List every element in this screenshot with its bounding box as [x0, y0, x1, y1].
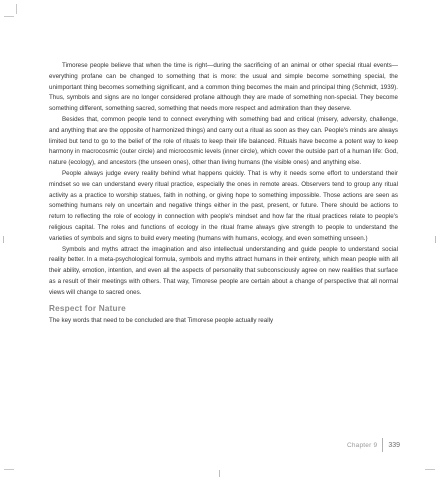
paragraph: Symbols and myths attract the imagination and also intellectual understanding and guide people to understand social reality better. In a meta-psychological formula, symbols and myths attract humans in their entirety, which mean people with all their ability, emotion, intention, and even all the aspects of personality that subconsciously agree on new realities that surface as a result of their meetings with others. That way, Timorese people are certain about a change of perspective that all normal views will change to sacred ones.	[49, 245, 398, 296]
crop-mark	[219, 470, 220, 477]
crop-mark	[3, 236, 4, 243]
crop-mark	[16, 4, 17, 14]
crop-mark	[4, 16, 14, 17]
page-number: 339	[388, 441, 400, 449]
footer-divider	[382, 438, 383, 452]
paragraph: The key words that need to be concluded are that Timorese people actually really	[49, 316, 274, 324]
paragraph: People always judge every reality behind what happens quickly. That is why it needs some effort to understand their mindset so we can understand every ritual practice, especially the ones in remote areas. Observers tend to group any ritual activity as a practice to worship statues, faith in nothing, or giving hope to something impossible. Those actions are seen as something humans rely on uncertain and negative things either in the past, present, or future. There should be actions to return to reflecting the role of ecology in connection with people's mindset and how far the ritual practices relate to people's religious capital. The roles and functions of ecology in the ritual frame always give strength to people to understand the varieties of symbols and signs to build every meeting (humans with humans, ecology, and even something unseen.)	[49, 169, 398, 242]
section-heading: Respect for Nature	[49, 303, 126, 313]
crop-mark	[435, 236, 436, 243]
body-text	[49, 61, 398, 326]
crop-mark	[4, 469, 14, 470]
crop-mark	[425, 469, 435, 470]
page-footer	[347, 437, 400, 453]
chapter-label: Chapter 9	[346, 441, 378, 449]
paragraph: Timorese people believe that when the time is right—during the sacrificing of an animal or other special ritual events—everything profane can be changed to something that is more: the usual and simple become something special, the unimportant thing becomes something significant, and a common thing becomes the main and principal thing (Schmidt, 1939). Thus, symbols and signs are no longer considered profane although they are made of something non-special. They become something different, something sacred, something that needs more respect and admiration than they deserve.	[49, 62, 398, 113]
paragraph: Besides that, common people tend to connect everything with something bad and critical (misery, adversity, challenge, and anything that are the opposite of harmonized things) and carry out a ritual as soon as they can. People's minds are always limited but tend to go to the belief of the role of rituals to keep their life balanced. Rituals have become a potent way to keep harmony in macrocosmic (outer circle) and microcosmic levels (inner circle), which cover the outside part of a human life: God, nature (ecology), and ancestors (the unseen ones), other than living humans (the visible ones) and anything else.	[49, 115, 398, 167]
